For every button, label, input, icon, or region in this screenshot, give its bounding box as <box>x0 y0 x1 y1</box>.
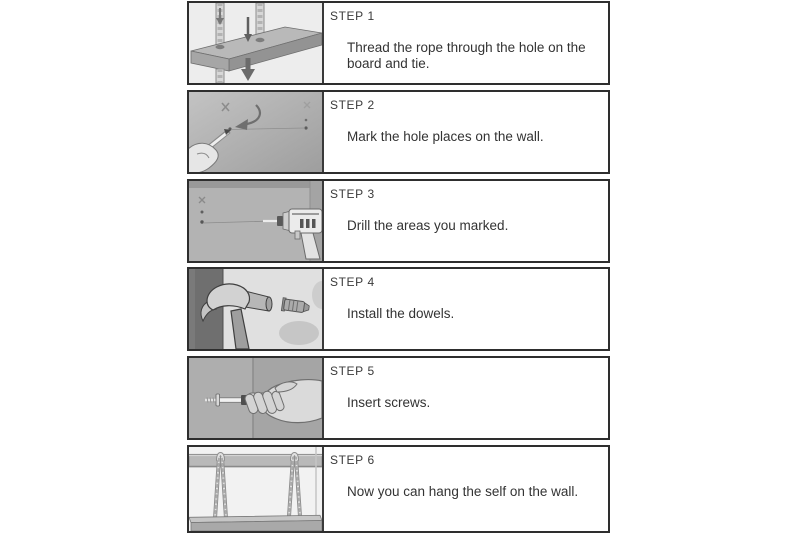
step3-instruction: Drill the areas you marked. <box>347 218 509 233</box>
step5-instruction: Insert screws. <box>347 395 431 410</box>
step3-text-pane <box>324 181 608 261</box>
step2-instruction: Mark the hole places on the wall. <box>347 129 544 144</box>
step6-text-pane <box>324 447 608 531</box>
step2-label: STEP 2 <box>330 98 375 112</box>
rope-through-board-icon <box>189 3 322 83</box>
insert-screw-icon <box>189 358 322 438</box>
step1-instruction: Thread the rope through the hole on the board and tie. <box>347 40 586 71</box>
step-row-2 <box>187 90 610 174</box>
step1-illustration-pane <box>189 3 324 83</box>
step1-text-pane <box>324 3 608 83</box>
step2-text-pane <box>324 92 608 172</box>
hammer-dowel-icon <box>189 269 322 349</box>
step5-label: STEP 5 <box>330 364 375 378</box>
mark-wall-icon <box>189 92 322 172</box>
step4-text-pane <box>324 269 608 349</box>
step2-illustration-pane <box>189 92 324 172</box>
step3-illustration-pane <box>189 181 324 261</box>
hang-shelf-icon <box>189 447 322 531</box>
step6-label: STEP 6 <box>330 453 375 467</box>
step-row-3 <box>187 179 610 263</box>
step6-instruction: Now you can hang the self on the wall. <box>347 484 579 499</box>
step-row-1 <box>187 1 610 85</box>
step-row-5 <box>187 356 610 440</box>
step5-illustration-pane <box>189 358 324 438</box>
step4-instruction: Install the dowels. <box>347 306 455 321</box>
step-row-6 <box>187 445 610 533</box>
step3-label: STEP 3 <box>330 187 375 201</box>
step-row-4 <box>187 267 610 351</box>
step5-text-pane <box>324 358 608 438</box>
step4-label: STEP 4 <box>330 275 375 289</box>
step1-label: STEP 1 <box>330 9 375 23</box>
step6-illustration-pane <box>189 447 324 531</box>
drill-wall-icon <box>189 181 322 261</box>
step4-illustration-pane <box>189 269 324 349</box>
